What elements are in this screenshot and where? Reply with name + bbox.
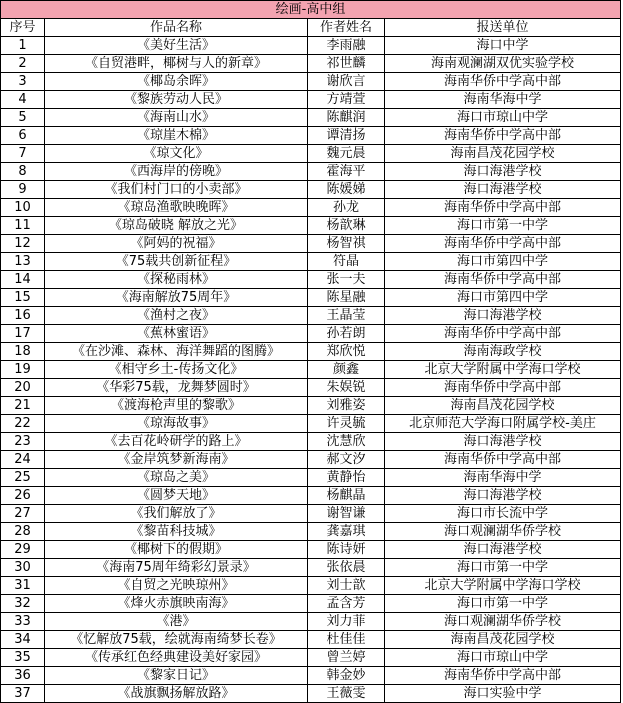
- cell-work-title: 《海南解放75周年》: [45, 289, 308, 307]
- table-row: [1, 235, 621, 253]
- cell-organization: 北京大学附属中学海口学校: [385, 577, 621, 595]
- cell-work-title: 《我们村门口的小卖部》: [45, 181, 308, 199]
- cell-index: 8: [1, 163, 45, 181]
- cell-organization: 海南海政学校: [385, 343, 621, 361]
- cell-organization: 海南华侨中学高中部: [385, 73, 621, 91]
- cell-organization: 海南昌茂花园学校: [385, 631, 621, 649]
- cell-author: 魏元晨: [308, 145, 385, 163]
- cell-organization: 海南华侨中学高中部: [385, 199, 621, 217]
- title-row: [1, 1, 621, 19]
- cell-index: 19: [1, 361, 45, 379]
- cell-work-title: 《西海岸的傍晚》: [45, 163, 308, 181]
- cell-organization: 海南观澜湖双优实验学校: [385, 55, 621, 73]
- cell-author: 陈诗妍: [308, 541, 385, 559]
- cell-author: 王薇雯: [308, 685, 385, 703]
- cell-index: 10: [1, 199, 45, 217]
- cell-author: 曾兰婷: [308, 649, 385, 667]
- table-row: [1, 451, 621, 469]
- cell-work-title: 《忆解放75载，绘就海南绮梦长卷》: [45, 631, 308, 649]
- cell-index: 34: [1, 631, 45, 649]
- cell-work-title: 《我们解放了》: [45, 505, 308, 523]
- cell-index: 2: [1, 55, 45, 73]
- table-row: [1, 379, 621, 397]
- table-body: [1, 1, 621, 703]
- cell-index: 3: [1, 73, 45, 91]
- cell-organization: 海口实验中学: [385, 685, 621, 703]
- cell-organization: 海南华侨中学高中部: [385, 451, 621, 469]
- table-row: [1, 469, 621, 487]
- cell-organization: 北京师范大学海口附属学校-美庄: [385, 415, 621, 433]
- cell-index: 23: [1, 433, 45, 451]
- table-row: [1, 505, 621, 523]
- cell-work-title: 《琼岛之美》: [45, 469, 308, 487]
- cell-index: 26: [1, 487, 45, 505]
- cell-organization: 海南华海中学: [385, 469, 621, 487]
- cell-index: 9: [1, 181, 45, 199]
- cell-index: 11: [1, 217, 45, 235]
- cell-organization: 海南昌茂花园学校: [385, 145, 621, 163]
- table-row: [1, 577, 621, 595]
- cell-author: 沈慧欣: [308, 433, 385, 451]
- cell-organization: 海口市第四中学: [385, 253, 621, 271]
- cell-author: 韩金妙: [308, 667, 385, 685]
- cell-author: 孙龙: [308, 199, 385, 217]
- table-row: [1, 163, 621, 181]
- cell-organization: 海口海港学校: [385, 181, 621, 199]
- cell-author: 霍海平: [308, 163, 385, 181]
- cell-work-title: 《战旗飘扬解放路》: [45, 685, 308, 703]
- cell-work-title: 《琼文化》: [45, 145, 308, 163]
- cell-organization: 海口海港学校: [385, 541, 621, 559]
- table-title: 绘画-高中组: [1, 1, 621, 19]
- cell-index: 35: [1, 649, 45, 667]
- cell-index: 1: [1, 37, 45, 55]
- cell-index: 13: [1, 253, 45, 271]
- cell-work-title: 《渡海枪声里的黎歌》: [45, 397, 308, 415]
- cell-author: 杨智祺: [308, 235, 385, 253]
- cell-author: 龚嘉琪: [308, 523, 385, 541]
- cell-author: 谭清扬: [308, 127, 385, 145]
- cell-author: 谢智谦: [308, 505, 385, 523]
- table-row: [1, 433, 621, 451]
- table-row: [1, 595, 621, 613]
- cell-work-title: 《椰树下的假期》: [45, 541, 308, 559]
- cell-author: 黄静怡: [308, 469, 385, 487]
- cell-work-title: 《渔村之夜》: [45, 307, 308, 325]
- cell-organization: 海口市第一中学: [385, 595, 621, 613]
- cell-author: 孟含芳: [308, 595, 385, 613]
- cell-index: 5: [1, 109, 45, 127]
- table-row: [1, 37, 621, 55]
- table-row: [1, 199, 621, 217]
- cell-index: 27: [1, 505, 45, 523]
- cell-index: 16: [1, 307, 45, 325]
- table-row: [1, 685, 621, 703]
- cell-author: 王晶莹: [308, 307, 385, 325]
- cell-index: 31: [1, 577, 45, 595]
- table-row: [1, 325, 621, 343]
- table-row: [1, 631, 621, 649]
- cell-work-title: 《华彩75载，龙舞梦圆时》: [45, 379, 308, 397]
- table-row: [1, 523, 621, 541]
- cell-author: 方靖萱: [308, 91, 385, 109]
- cell-organization: 北京大学附属中学海口学校: [385, 361, 621, 379]
- cell-work-title: 《金岸筑梦新海南》: [45, 451, 308, 469]
- cell-author: 陈麒润: [308, 109, 385, 127]
- table-row: [1, 487, 621, 505]
- table-row: [1, 127, 621, 145]
- table-row: [1, 397, 621, 415]
- header-index: 序号: [1, 19, 45, 37]
- cell-author: 刘雅姿: [308, 397, 385, 415]
- table-row: [1, 649, 621, 667]
- cell-organization: 海口海港学校: [385, 433, 621, 451]
- cell-author: 刘士歆: [308, 577, 385, 595]
- cell-organization: 海南华侨中学高中部: [385, 325, 621, 343]
- table-row: [1, 181, 621, 199]
- cell-organization: 海口市琼山中学: [385, 649, 621, 667]
- cell-organization: 海南华侨中学高中部: [385, 127, 621, 145]
- cell-author: 符晶: [308, 253, 385, 271]
- table-row: [1, 73, 621, 91]
- cell-work-title: 《探秘雨林》: [45, 271, 308, 289]
- cell-index: 36: [1, 667, 45, 685]
- cell-index: 20: [1, 379, 45, 397]
- cell-organization: 海南华海中学: [385, 91, 621, 109]
- cell-organization: 海口观澜湖华侨学校: [385, 613, 621, 631]
- cell-work-title: 《在沙滩、森林、海洋舞蹈的图腾》: [45, 343, 308, 361]
- cell-author: 陈媛娣: [308, 181, 385, 199]
- cell-work-title: 《蕉林蜜语》: [45, 325, 308, 343]
- table-row: [1, 271, 621, 289]
- cell-work-title: 《琼岛破晓 解放之光》: [45, 217, 308, 235]
- table-row: [1, 307, 621, 325]
- cell-organization: 海口中学: [385, 37, 621, 55]
- cell-author: 朱娱锐: [308, 379, 385, 397]
- cell-author: 郑欣悦: [308, 343, 385, 361]
- table-row: [1, 145, 621, 163]
- cell-index: 15: [1, 289, 45, 307]
- cell-index: 12: [1, 235, 45, 253]
- cell-organization: 海南昌茂花园学校: [385, 397, 621, 415]
- cell-work-title: 《琼海故事》: [45, 415, 308, 433]
- cell-author: 刘力菲: [308, 613, 385, 631]
- cell-work-title: 《黎苗科技城》: [45, 523, 308, 541]
- cell-author: 李雨融: [308, 37, 385, 55]
- header-author: 作者姓名: [308, 19, 385, 37]
- table-row: [1, 361, 621, 379]
- cell-author: 杨歆琳: [308, 217, 385, 235]
- cell-index: 14: [1, 271, 45, 289]
- cell-index: 24: [1, 451, 45, 469]
- cell-work-title: 《自贸之光映琼州》: [45, 577, 308, 595]
- table-row: [1, 559, 621, 577]
- cell-work-title: 《圆梦天地》: [45, 487, 308, 505]
- cell-author: 杨麒晶: [308, 487, 385, 505]
- cell-organization: 海口市琼山中学: [385, 109, 621, 127]
- cell-work-title: 《海南山水》: [45, 109, 308, 127]
- cell-index: 4: [1, 91, 45, 109]
- cell-work-title: 《美好生活》: [45, 37, 308, 55]
- cell-work-title: 《自贸港畔，椰树与人的新章》: [45, 55, 308, 73]
- cell-author: 郝文汐: [308, 451, 385, 469]
- cell-author: 谢欣言: [308, 73, 385, 91]
- cell-index: 32: [1, 595, 45, 613]
- header-organization: 报送单位: [385, 19, 621, 37]
- cell-index: 29: [1, 541, 45, 559]
- table-row: [1, 289, 621, 307]
- cell-work-title: 《相守乡土-传扬文化》: [45, 361, 308, 379]
- cell-work-title: 《海南75周年绮彩幻景录》: [45, 559, 308, 577]
- cell-index: 33: [1, 613, 45, 631]
- cell-author: 陈星融: [308, 289, 385, 307]
- cell-work-title: 《传承红色经典建设美好家园》: [45, 649, 308, 667]
- cell-work-title: 《去百花岭研学的路上》: [45, 433, 308, 451]
- cell-author: 许灵毓: [308, 415, 385, 433]
- cell-work-title: 《阿妈的祝福》: [45, 235, 308, 253]
- cell-work-title: 《黎家日记》: [45, 667, 308, 685]
- cell-index: 21: [1, 397, 45, 415]
- table-row: [1, 109, 621, 127]
- table-row: [1, 217, 621, 235]
- cell-organization: 海口观澜湖华侨学校: [385, 523, 621, 541]
- cell-author: 张一夫: [308, 271, 385, 289]
- cell-work-title: 《黎族劳动人民》: [45, 91, 308, 109]
- cell-organization: 海口市第一中学: [385, 217, 621, 235]
- cell-organization: 海南华侨中学高中部: [385, 271, 621, 289]
- cell-index: 18: [1, 343, 45, 361]
- cell-work-title: 《琼崖木棉》: [45, 127, 308, 145]
- cell-author: 颜鑫: [308, 361, 385, 379]
- cell-author: 祁世麟: [308, 55, 385, 73]
- cell-organization: 海口海港学校: [385, 487, 621, 505]
- header-work-title: 作品名称: [45, 19, 308, 37]
- header-row: [1, 19, 621, 37]
- cell-work-title: 《椰岛余晖》: [45, 73, 308, 91]
- cell-organization: 海南华侨中学高中部: [385, 235, 621, 253]
- cell-index: 30: [1, 559, 45, 577]
- cell-organization: 海南华侨中学高中部: [385, 667, 621, 685]
- table-row: [1, 253, 621, 271]
- cell-organization: 海南华侨中学高中部: [385, 379, 621, 397]
- cell-author: 孙若朗: [308, 325, 385, 343]
- cell-index: 25: [1, 469, 45, 487]
- table-row: [1, 667, 621, 685]
- cell-index: 6: [1, 127, 45, 145]
- cell-work-title: 《琼岛渔歌映晚晖》: [45, 199, 308, 217]
- table-row: [1, 55, 621, 73]
- cell-author: 张依晨: [308, 559, 385, 577]
- cell-index: 17: [1, 325, 45, 343]
- table-row: [1, 343, 621, 361]
- cell-organization: 海口市第一中学: [385, 559, 621, 577]
- cell-index: 22: [1, 415, 45, 433]
- cell-organization: 海口海港学校: [385, 307, 621, 325]
- cell-work-title: 《75载共创新征程》: [45, 253, 308, 271]
- cell-work-title: 《烽火赤旗映南海》: [45, 595, 308, 613]
- table-row: [1, 91, 621, 109]
- cell-index: 28: [1, 523, 45, 541]
- table-row: [1, 541, 621, 559]
- table-row: [1, 415, 621, 433]
- cell-author: 杜佳佳: [308, 631, 385, 649]
- cell-organization: 海口海港学校: [385, 163, 621, 181]
- cell-work-title: 《港》: [45, 613, 308, 631]
- cell-index: 7: [1, 145, 45, 163]
- table-row: [1, 613, 621, 631]
- cell-organization: 海口市长流中学: [385, 505, 621, 523]
- cell-index: 37: [1, 685, 45, 703]
- cell-organization: 海口市第四中学: [385, 289, 621, 307]
